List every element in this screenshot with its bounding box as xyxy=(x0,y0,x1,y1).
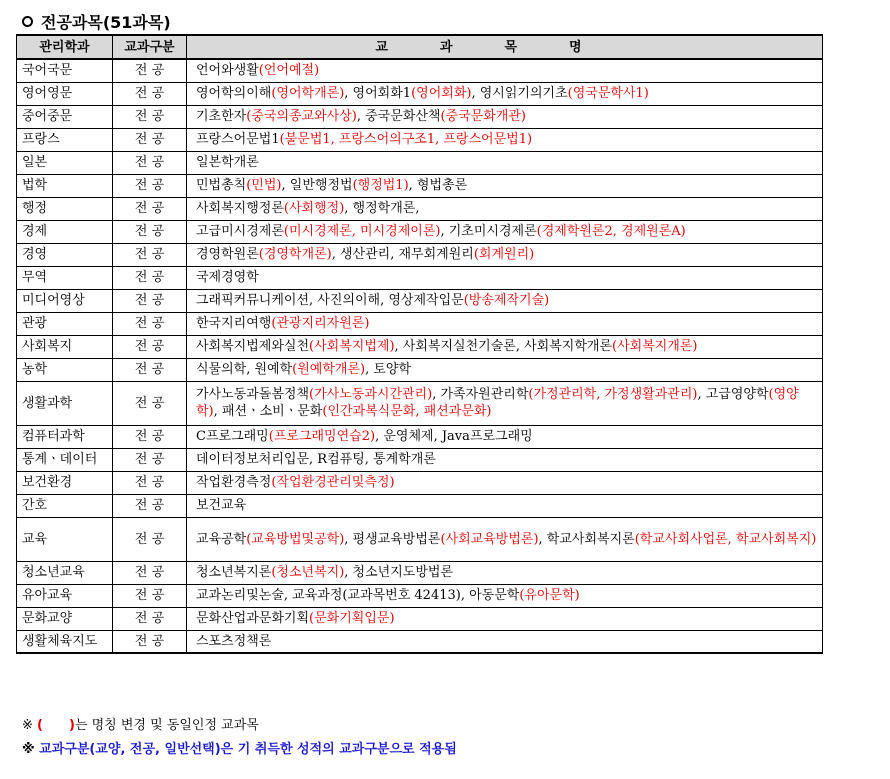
subject-text: , 중국문화산책 xyxy=(356,109,441,124)
category-cell: 전 공 xyxy=(113,448,187,471)
table-row xyxy=(17,174,823,197)
former-name-text: (관광지리자원론) xyxy=(271,316,370,331)
category-cell: 전 공 xyxy=(113,425,187,448)
category-cell: 전 공 xyxy=(113,471,187,494)
category-cell: 전 공 xyxy=(113,243,187,266)
section-title xyxy=(22,8,171,34)
dept-cell: 중어중문 xyxy=(17,105,113,128)
category-cell: 전 공 xyxy=(113,266,187,289)
table-row xyxy=(17,448,823,471)
subject-text: 데이터정보처리입문, R컴퓨팅, 통계학개론 xyxy=(196,452,436,467)
subjects-cell xyxy=(187,358,823,381)
subjects-cell xyxy=(187,128,823,151)
former-name-text: (교육방법및공학) xyxy=(246,531,345,547)
table-row xyxy=(17,82,823,105)
former-name-text: (영양학) xyxy=(196,387,799,419)
former-name-text: (사회행정) xyxy=(283,201,345,216)
dept-cell: 미디어영상 xyxy=(17,289,113,312)
former-name-text: (중국문화개관) xyxy=(440,109,526,124)
former-name-text: (영어회화) xyxy=(411,86,472,101)
former-name-text: (중국의종교와사상) xyxy=(246,109,357,124)
subject-text: 교육공학 xyxy=(196,531,247,547)
subjects-cell xyxy=(187,243,823,266)
subjects-cell xyxy=(187,607,823,630)
category-cell: 전 공 xyxy=(113,220,187,243)
subject-text: 국제경영학 xyxy=(196,270,259,285)
dept-cell: 경제 xyxy=(17,220,113,243)
table-row xyxy=(17,197,823,220)
subjects-cell xyxy=(187,335,823,358)
table-row xyxy=(17,312,823,335)
category-cell: 전 공 xyxy=(113,358,187,381)
subjects-cell xyxy=(187,425,823,448)
subject-text: 고급미시경제론 xyxy=(196,224,284,239)
subject-text: , 학교사회복지론 xyxy=(538,531,635,547)
subjects-cell xyxy=(187,448,823,471)
dept-cell: 통계ㆍ데이터 xyxy=(17,448,113,471)
subject-text: , 운영체제, Java프로그래밍 xyxy=(375,429,533,444)
subject-text: 식물의학, 원예학 xyxy=(196,362,293,377)
dept-cell: 영어영문 xyxy=(17,82,113,105)
former-name-text: (경영학개론) xyxy=(258,247,332,262)
subjects-cell xyxy=(187,151,823,174)
former-name-text: (사회복지개론) xyxy=(612,339,698,354)
table-row xyxy=(17,381,823,425)
table-row xyxy=(17,243,823,266)
table-row xyxy=(17,128,823,151)
subjects-cell xyxy=(187,266,823,289)
subject-text: C프로그래밍 xyxy=(196,429,269,444)
former-name-text: (회계원리) xyxy=(473,247,535,262)
former-name-text: (경제학원론2, 경제원론A) xyxy=(536,224,686,239)
former-name-text: (유아문학) xyxy=(519,588,580,603)
header-category: 교과구분 xyxy=(113,35,187,59)
section-title-text: 전공과목(51과목) xyxy=(41,12,171,32)
former-name-text: (프로그래밍연습2) xyxy=(268,429,376,444)
former-name-text: (학교사회사업론, 학교사회복지) xyxy=(634,531,817,547)
table-row xyxy=(17,517,823,561)
dept-cell: 유아교육 xyxy=(17,584,113,607)
subject-text: , 형법총론 xyxy=(408,178,468,193)
former-name-text: (방송제작기술) xyxy=(463,293,550,308)
category-cell: 전 공 xyxy=(113,607,187,630)
dept-cell: 경영 xyxy=(17,243,113,266)
category-cell: 전 공 xyxy=(113,630,187,653)
former-name-text: (미시경제론, 미시경제이론) xyxy=(283,224,441,239)
subject-text: 가사노동과돌봄정책 xyxy=(196,387,310,402)
dept-cell: 청소년교육 xyxy=(17,561,113,584)
dept-cell: 컴퓨터과학 xyxy=(17,425,113,448)
subject-text: , 청소년지도방법론 xyxy=(344,565,454,580)
subjects-cell xyxy=(187,381,823,425)
dept-cell: 사회복지 xyxy=(17,335,113,358)
subjects-cell xyxy=(187,517,823,561)
category-cell: 전 공 xyxy=(113,128,187,151)
circle-icon xyxy=(22,16,33,27)
table-row xyxy=(17,289,823,312)
former-name-text: (영국문학사1) xyxy=(567,86,649,101)
header-dept: 관리학과 xyxy=(17,35,113,59)
subjects-cell xyxy=(187,82,823,105)
category-cell: 전 공 xyxy=(113,381,187,425)
dept-cell: 보건환경 xyxy=(17,471,113,494)
subject-text: 스포츠정책론 xyxy=(196,633,272,649)
table-row xyxy=(17,105,823,128)
subject-text: 민법총칙 xyxy=(196,178,247,193)
header-subjects: 교과목명 xyxy=(187,35,823,59)
former-name-text: (가정관리학, 가정생활과관리) xyxy=(528,387,698,402)
former-name-text: (행정법1) xyxy=(352,178,409,193)
category-cell: 전 공 xyxy=(113,289,187,312)
former-name-text: (원예학개론) xyxy=(292,362,366,377)
subject-text: , 영어회화1 xyxy=(344,86,412,101)
category-cell: 전 공 xyxy=(113,197,187,220)
subject-text: , 영시읽기의기초 xyxy=(471,86,568,101)
subject-text: 일본학개론 xyxy=(196,155,259,170)
category-cell: 전 공 xyxy=(113,335,187,358)
category-cell: 전 공 xyxy=(113,584,187,607)
subject-text: 기초한자 xyxy=(196,109,247,124)
subjects-cell xyxy=(187,105,823,128)
former-name-text: (문화기획입문) xyxy=(309,611,395,626)
category-cell: 전 공 xyxy=(113,312,187,335)
subjects-cell xyxy=(187,197,823,220)
note-name-change-text: 는 명칭 변경 및 동일인정 교과목 xyxy=(74,718,259,733)
dept-cell: 간호 xyxy=(17,494,113,517)
subject-text: 문화산업과문화기획 xyxy=(196,611,310,626)
category-cell: 전 공 xyxy=(113,105,187,128)
former-name-text: (언어예절) xyxy=(258,63,320,79)
former-name-text: (불문법1, 프랑스어의구조1, 프랑스어문법1) xyxy=(279,132,533,147)
subject-text: 언어와생활 xyxy=(196,63,259,79)
dept-cell: 국어국문 xyxy=(17,59,113,82)
subject-text: 청소년복지론 xyxy=(196,565,272,580)
note-paren: ( ) xyxy=(37,718,75,733)
former-name-text: (사회복지법제) xyxy=(309,339,395,354)
former-name-text: (인간과복식문화, 패션과문화) xyxy=(322,404,492,419)
former-name-text: (작업환경관리및측정) xyxy=(271,475,395,490)
subjects-cell xyxy=(187,174,823,197)
subject-text: 보건교육 xyxy=(196,498,247,513)
table-row xyxy=(17,494,823,517)
table-header-row xyxy=(17,35,823,59)
subjects-cell xyxy=(187,561,823,584)
dept-cell: 프랑스 xyxy=(17,128,113,151)
category-cell: 전 공 xyxy=(113,174,187,197)
table-row xyxy=(17,561,823,584)
subject-text: 사회복지법제와실천 xyxy=(196,339,310,354)
subject-text: , 사회복지실천기술론, 사회복지학개론 xyxy=(394,339,612,354)
dept-cell: 일본 xyxy=(17,151,113,174)
dept-cell: 농학 xyxy=(17,358,113,381)
subject-text: 사회복지행정론 xyxy=(196,201,284,216)
dept-cell: 생활과학 xyxy=(17,381,113,425)
dept-cell: 행정 xyxy=(17,197,113,220)
dept-cell: 법학 xyxy=(17,174,113,197)
category-cell: 전 공 xyxy=(113,561,187,584)
note-name-change xyxy=(22,714,457,738)
subject-text: , 고급영양학 xyxy=(697,387,769,402)
subject-text: 한국지리여행 xyxy=(196,316,272,331)
subjects-cell xyxy=(187,220,823,243)
subject-text: , 가족자원관리학 xyxy=(432,387,529,402)
reference-mark: ※ xyxy=(22,718,33,733)
category-cell: 전 공 xyxy=(113,517,187,561)
table-body xyxy=(17,59,823,653)
dept-cell: 관광 xyxy=(17,312,113,335)
major-courses-table xyxy=(16,34,823,654)
subject-text: , 패션ㆍ소비ㆍ문화 xyxy=(213,404,323,419)
table-row xyxy=(17,335,823,358)
category-cell: 전 공 xyxy=(113,82,187,105)
subject-text: , 일반행정법 xyxy=(281,178,353,193)
category-cell: 전 공 xyxy=(113,494,187,517)
subject-text: 작업환경측정 xyxy=(196,475,272,490)
dept-cell: 생활체육지도 xyxy=(17,630,113,653)
subject-text: , 토양학 xyxy=(365,362,412,377)
subject-text: , 생산관리, 재무회계원리 xyxy=(331,247,474,262)
table-row xyxy=(17,584,823,607)
subject-text: 그래픽커뮤니케이션, 사진의이해, 영상제작입문 xyxy=(196,293,464,308)
subjects-cell xyxy=(187,630,823,653)
subjects-cell xyxy=(187,312,823,335)
subjects-cell xyxy=(187,289,823,312)
category-cell: 전 공 xyxy=(113,151,187,174)
subject-text: 경영학원론 xyxy=(196,247,259,262)
subject-text: 영어학의이해 xyxy=(196,86,272,101)
former-name-text: (민법) xyxy=(246,178,282,193)
note-category-rule xyxy=(22,738,457,762)
table-row xyxy=(17,266,823,289)
subject-text: , 평생교육방법론 xyxy=(344,531,441,547)
category-cell: 전 공 xyxy=(113,59,187,82)
table-row xyxy=(17,151,823,174)
former-name-text: (사회교육방법론) xyxy=(440,531,539,547)
table-row xyxy=(17,59,823,82)
note-category-rule-text: 교과구분(교양, 전공, 일반선택)은 기 취득한 성적의 교과구분으로 적용됨 xyxy=(39,742,457,757)
subjects-cell xyxy=(187,471,823,494)
subject-text: , 기초미시경제론 xyxy=(440,224,537,239)
table-row xyxy=(17,607,823,630)
subject-text: 프랑스어문법1 xyxy=(196,132,280,147)
former-name-text: (가사노동과시간관리) xyxy=(309,387,433,402)
former-name-text: (영어학개론) xyxy=(271,86,345,101)
table-row xyxy=(17,630,823,653)
table-row xyxy=(17,220,823,243)
subjects-cell xyxy=(187,59,823,82)
dept-cell: 무역 xyxy=(17,266,113,289)
table-row xyxy=(17,471,823,494)
table-row xyxy=(17,358,823,381)
subject-text: , 행정학개론, xyxy=(344,201,420,216)
reference-mark: ※ xyxy=(22,742,35,757)
notes xyxy=(22,714,457,762)
former-name-text: (청소년복지) xyxy=(271,565,345,580)
subjects-cell xyxy=(187,494,823,517)
subject-text: 교과논리및논술, 교육과정(교과목번호 42413), 아동문학 xyxy=(196,588,520,603)
dept-cell: 문화교양 xyxy=(17,607,113,630)
table-row xyxy=(17,425,823,448)
subjects-cell xyxy=(187,584,823,607)
dept-cell: 교육 xyxy=(17,517,113,561)
